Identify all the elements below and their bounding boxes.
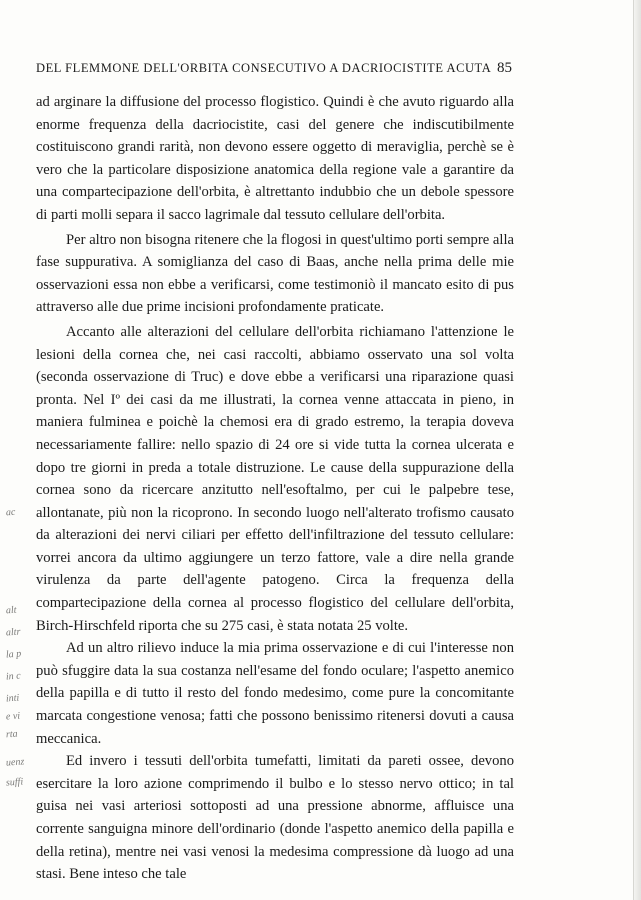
paragraph-1: ad arginare la diffusione del processo flogistico. Quindi è che avuto riguardo alla enorme frequenza della dacriocistite, casi del genere che indiscutibilmente costituiscono grandi rarità, non devono essere oggetto di meraviglia, perchè se è vero che la particolare disposizione anatomica della regione vale a garantire da una compartecipazione dell'orbita, è altrettanto indubbio che un debole spessore di parti molli separa il sacco lagrimale dal tessuto cellulare dell'orbita.	[36, 94, 514, 223]
margin-note: ac	[5, 506, 16, 519]
margin-note: altr	[5, 626, 21, 639]
paragraph-3: Accanto alle alterazioni del cellulare dell'orbita richiamano l'attenzione le lesioni della cornea che, nei casi raccolti, abbiamo osservato una sol volta (seconda osservazione di Truc) e dove ebbe a verificarsi una riparazione quasi pronta. Nel Iº dei casi da me illustrati, la cornea venne attaccata in pieno, in maniera fulminea e poichè la chemosi era di grado estremo, la terapia doveva necessariamente fallire: nello spazio di 24 ore si vide tutta la cornea ulcerata e dopo tre giorni in preda a totale distruzione. Le cause della suppurazione della cornea sono da ricercare anzitutto nell'esoftalmo, per cui le palpebre tese, allontanate, più non la ricoprono. In secondo luogo nell'alterato trofismo causato da alterazioni dei nervi ciliari per effetto dell'infiltrazione del tessuto cellulare: vorrei ancora da ultimo aggiungere un terzo fattore, vale a dire nella grande virulenza da parte dell'agente patogeno. Circa la frequenza della compartecipazione della cornea al processo flogistico del cellulare dell'orbita, Birch-Hirschfeld riporta che su 275 casi, è stata notata 25 volte.	[36, 323, 514, 634]
running-header	[36, 60, 512, 77]
body-text	[36, 91, 514, 886]
margin-note: alt	[5, 604, 17, 617]
page-number: 85	[497, 60, 512, 76]
margin-note: rta	[5, 728, 19, 741]
running-title: DEL FLEMMONE DELL'ORBITA CONSECUTIVO A DACRIOCISTITE ACUTA	[36, 61, 492, 75]
margin-note: inti	[5, 692, 20, 705]
paragraph-2: Per altro non bisogna ritenere che la flogosi in quest'ultimo porti sempre alla fase suppurativa. A somiglianza del caso di Baas, anche nella prima delle mie osservazioni essa non ebbe a verificarsi, come testimoniò il mancato esito di pus attraverso alle due prime incisioni profondamente praticate.	[36, 231, 514, 316]
margin-note: uenz	[5, 756, 25, 769]
paragraph-4: Ad un altro rilievo induce la mia prima osservazione e di cui l'interesse non può sfuggire data la sua costanza nell'esame del fondo oculare; l'aspetto anemico della papilla e di tutto il resto del fondo medesimo, come pure la concomitante marcata congestione venosa; fatti che possono benissimo ritenersi dovuti a causa meccanica.	[36, 640, 514, 747]
margin-note: suffi	[5, 776, 24, 789]
page-edge	[633, 0, 641, 900]
margin-note: la p	[5, 648, 22, 661]
margin-note: in c	[5, 670, 22, 683]
paragraph-5: Ed invero i tessuti dell'orbita tumefatti, limitati da pareti ossee, devono esercitare la loro azione comprimendo il bulbo e lo stesso nervo ottico; in tal guisa nei vasi arteriosi sottoposti ad una pressione abnorme, affluisce una corrente sanguigna minore dell'ordinario (donde l'aspetto anemico della papilla e della retina), mentre nei vasi venosi la medesima compressione dà luogo ad una stasi. Bene inteso che tale	[36, 753, 514, 883]
margin-note: e vi	[5, 710, 21, 723]
